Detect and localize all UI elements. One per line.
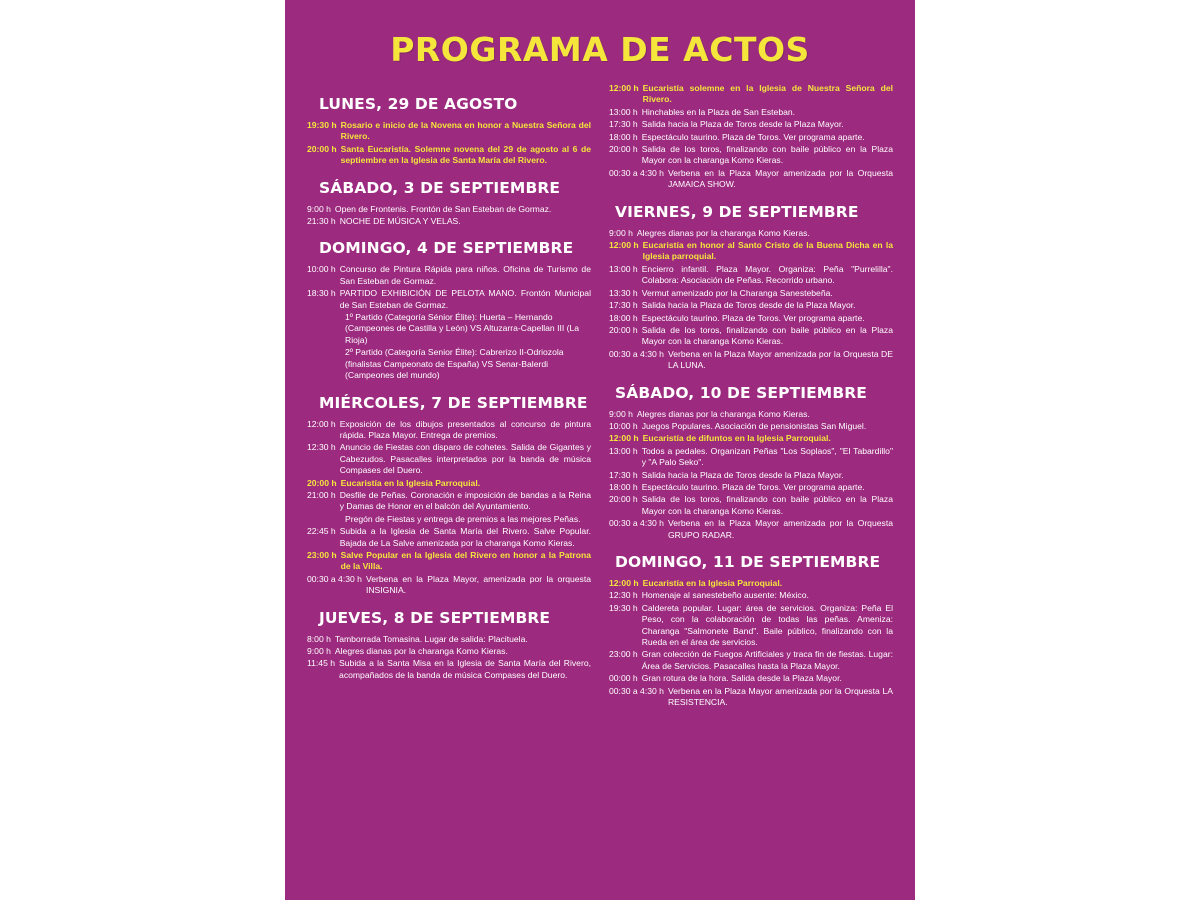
program-entry xyxy=(307,288,591,311)
program-entry xyxy=(609,300,893,311)
poster xyxy=(285,0,915,900)
program-entry xyxy=(609,409,893,420)
entry-time: 21:00 h xyxy=(307,489,336,500)
entry-description: Salida hacia la Plaza de Toros desde la Plaza Mayor. xyxy=(641,119,844,130)
program-entry xyxy=(307,204,591,215)
entry-time: 20:00 h xyxy=(307,477,337,488)
day-heading: LUNES, 29 DE AGOSTO xyxy=(319,95,518,113)
day-heading: DOMINGO, 11 DE SEPTIEMBRE xyxy=(615,553,881,571)
entry-description: Salida hacia la Plaza de Toros desde de la Plaza Mayor. xyxy=(641,300,856,311)
program-entry xyxy=(307,490,591,513)
entry-description: Tamborrada Tomasina. Lugar de salida: Placituela. xyxy=(334,633,528,644)
program-entry xyxy=(307,550,591,573)
program-entry xyxy=(609,482,893,493)
entry-description: Subida a la Santa Misa en la Iglesia de Santa María del Rivero, acompañados de la banda de música Compases del Duero. xyxy=(339,658,591,680)
entry-description: Espectáculo taurino. Plaza de Toros. Ver programa aparte. xyxy=(641,131,865,142)
entry-time: 13:00 h xyxy=(609,106,638,117)
entry-time: 9:00 h xyxy=(307,646,331,656)
entry-description: Hinchables en la Plaza de San Esteban. xyxy=(641,106,796,117)
program-entry xyxy=(307,442,591,476)
program-entry xyxy=(609,119,893,130)
entry-description: Gran colección de Fuegos Artificiales y traca fin de fiestas. Lugar: Área de Servicios. Pasacalles hasta la Plaza Mayor. xyxy=(641,649,893,671)
entry-description: Alegres dianas por la charanga Komo Kieras. xyxy=(636,227,810,238)
program-entry xyxy=(307,264,591,287)
entry-description: Eucaristía en la Iglesia Parroquial. xyxy=(340,477,481,488)
entry-time: 18:00 h xyxy=(609,312,638,323)
program-entry xyxy=(609,228,893,239)
entry-time: 17:30 h xyxy=(609,119,638,130)
entry-description: Verbena en la Plaza Mayor amenizada por la Orquesta LA RESISTENCIA. xyxy=(667,685,893,708)
entry-time: 20:00 h xyxy=(609,324,638,335)
entry-time: 13:00 h xyxy=(609,445,638,456)
entry-description: Verbena en la Plaza Mayor amenizada por la Orquesta DE LA LUNA. xyxy=(667,348,893,371)
program-entry xyxy=(609,649,893,672)
entry-description: Concurso de Pintura Rápida para niños. Oficina de Turismo de San Esteban de Gormaz. xyxy=(339,264,591,286)
program-entry xyxy=(307,574,591,597)
program-entry xyxy=(307,514,591,525)
entry-time: 00:00 h xyxy=(609,673,638,684)
day-entries xyxy=(307,204,591,228)
program-entry xyxy=(609,433,893,444)
entry-description: Santa Eucaristía. Solemne novena del 29 de agosto al 6 de septiembre en la Iglesia de Santa María del Rivero. xyxy=(340,143,591,166)
entry-time: 13:00 h xyxy=(609,263,638,274)
program-entry xyxy=(307,347,591,381)
program-entry xyxy=(609,494,893,517)
entry-description: Salve Popular en la Iglesia del Rivero en honor a la Patrona de la Villa. xyxy=(340,549,591,572)
entry-description: Salida de los toros, finalizando con baile público en la Plaza Mayor con la charanga Komo Kieras. xyxy=(641,324,893,347)
program-entry xyxy=(609,603,893,649)
entry-time: 12:00 h xyxy=(307,418,336,429)
day-heading: MIÉRCOLES, 7 DE SEPTIEMBRE xyxy=(319,393,588,412)
entry-time: 13:30 h xyxy=(609,287,638,298)
entry-time: 00:30 a 4:30 h xyxy=(609,167,664,178)
day-heading: SÁBADO, 3 DE SEPTIEMBRE xyxy=(319,178,561,197)
program-entry xyxy=(609,168,893,191)
program-entry xyxy=(609,349,893,372)
entry-time: 20:00 h xyxy=(307,143,337,154)
program-entry xyxy=(609,673,893,684)
entry-description: Caldereta popular. Lugar: área de servicios. Organiza: Peña El Peso, con la colaboración de todas las peñas. Ameniza: Charanga "Salmonete Band". Baile público, finalizando con la Rueda en el área de servicios. xyxy=(641,602,893,648)
entry-time: 12:00 h xyxy=(609,578,639,588)
left-column xyxy=(307,83,591,709)
entry-time: 12:30 h xyxy=(307,442,336,453)
entry-time: 20:00 h xyxy=(609,494,638,505)
entry-time: 00:30 a 4:30 h xyxy=(609,348,664,359)
day-heading: JUEVES, 8 DE SEPTIEMBRE xyxy=(319,608,551,627)
entry-description: Salida hacia la Plaza de Toros desde la Plaza Mayor. xyxy=(641,469,844,480)
program-entry xyxy=(609,240,893,263)
page-title: PROGRAMA DE ACTOS xyxy=(390,30,810,69)
entry-time: 23:00 h xyxy=(609,649,638,660)
entry-description: Subida a la Iglesia de Santa María del Rivero. Salve Popular. Bajada de La Salve amenizada por la charanga Komo Kieras. xyxy=(339,526,591,548)
program-entry xyxy=(307,658,591,681)
entry-description: Juegos Populares. Asociación de pensionistas San Miguel. xyxy=(641,420,867,431)
program-columns xyxy=(285,83,915,709)
right-column xyxy=(609,83,893,709)
entry-time: 00:30 a 4:30 h xyxy=(609,518,664,529)
entry-time: 9:00 h xyxy=(609,408,633,419)
entry-time: 18:00 h xyxy=(609,481,638,492)
day-entries xyxy=(609,228,893,372)
entry-time: 10:00 h xyxy=(609,420,638,431)
entry-time: 19:30 h xyxy=(609,602,638,613)
entry-time: 9:00 h xyxy=(609,227,633,238)
day-entries xyxy=(609,409,893,541)
entry-time: 12:00 h xyxy=(609,433,639,444)
entry-time: 12:00 h xyxy=(609,240,639,251)
entry-time: 22:45 h xyxy=(307,526,336,537)
program-entry xyxy=(609,686,893,709)
entry-time: 00:30 a 4:30 h xyxy=(307,573,362,584)
day-entries xyxy=(307,120,591,167)
entry-description: Verbena en la Plaza Mayor amenizada por la Orquesta JAMAICA SHOW. xyxy=(667,167,893,190)
day-entries xyxy=(307,419,591,597)
entry-time: 9:00 h xyxy=(307,203,331,214)
program-entry xyxy=(609,144,893,167)
program-entry xyxy=(609,578,893,589)
program-entry xyxy=(307,312,591,346)
program-entry xyxy=(307,634,591,645)
program-entry xyxy=(609,132,893,143)
entry-time: 12:30 h xyxy=(609,590,638,601)
entry-description: Open de Frontenis. Frontón de San Esteban de Gormaz. xyxy=(334,203,552,214)
program-entry xyxy=(609,264,893,287)
entry-description: Eucaristía en honor al Santo Cristo de la Buena Dicha en la Iglesia parroquial. xyxy=(642,240,893,262)
day-entries xyxy=(307,634,591,682)
entry-description: Verbena en la Plaza Mayor amenizada por la Orquesta GRUPO RADAR. xyxy=(667,518,893,540)
entry-description: Homenaje al sanestebeño ausente: México. xyxy=(641,590,809,601)
program-entry xyxy=(307,526,591,549)
entry-time: 21:30 h xyxy=(307,216,336,227)
entry-description: Rosario e inicio de la Novena en honor a Nuestra Señora del Rivero. xyxy=(340,120,591,142)
entry-description: NOCHE DE MÚSICA Y VELAS. xyxy=(339,216,461,227)
program-entry xyxy=(307,120,591,143)
entry-time: 00:30 a 4:30 h xyxy=(609,685,664,696)
program-entry xyxy=(307,144,591,167)
entry-description: 2º Partido (Categoría Senior Élite): Cabrerizo II-Odriozola (finalistas Campeonato de España) VS Senar-Balerdi (Campeones del mundo) xyxy=(345,347,564,381)
entry-time: 8:00 h xyxy=(307,633,331,644)
program-entry xyxy=(609,288,893,299)
entry-time: 23:00 h xyxy=(307,549,337,560)
entry-description: Alegres dianas por la charanga Komo Kieras. xyxy=(334,646,508,656)
entry-description: Alegres dianas por la charanga Komo Kieras. xyxy=(636,408,810,419)
entry-description: Anuncio de Fiestas con disparo de cohetes. Salida de Gigantes y Cabezudos. Pasacalles interpretados por la banda de música Compases del Duero. xyxy=(339,442,591,476)
entry-time: 10:00 h xyxy=(307,264,336,275)
entry-description: Vermut amenizado por la Charanga Sanestebeña. xyxy=(641,287,833,298)
program-entry xyxy=(609,421,893,432)
day-heading: DOMINGO, 4 DE SEPTIEMBRE xyxy=(319,239,574,258)
entry-description: Verbena en la Plaza Mayor, amenizada por la orquesta INSIGNIA. xyxy=(365,573,591,596)
entry-time: 19:30 h xyxy=(307,120,337,130)
day-entries xyxy=(609,578,893,708)
program-entry xyxy=(609,313,893,324)
entry-description: Eucaristía de difuntos en la Iglesia Parroquial. xyxy=(642,433,831,444)
entry-description: 1º Partido (Categoría Sénior Élite): Huerta – Hernando (Campeones de Castilla y León) VS Altuzarra-Capellan III (La Rioja) xyxy=(345,312,580,345)
entry-description: Todos a pedales. Organizan Peñas "Los Soplaos", "El Tabardillo" y "A Palo Seko". xyxy=(641,445,893,468)
entry-time: 17:30 h xyxy=(609,300,638,311)
entry-description: PARTIDO EXHIBICIÓN DE PELOTA MANO. Frontón Municipal de San Esteban de Gormaz. xyxy=(339,288,591,310)
entry-description: Pregón de Fiestas y entrega de premios a las mejores Peñas. xyxy=(345,513,581,524)
entry-time: 20:00 h xyxy=(609,144,638,155)
program-entry xyxy=(609,590,893,601)
day-entries xyxy=(307,264,591,381)
program-entry xyxy=(609,325,893,348)
entry-description: Encierro infantil. Plaza Mayor. Organiza: Peña "Purrelilla". Colabora: Asociación de Peñas. Recorrido urbano. xyxy=(641,263,893,286)
entry-description: Salida de los toros, finalizando con baile público en la Plaza Mayor con la charanga Komo Kieras. xyxy=(641,494,893,516)
entry-description: Desfile de Peñas. Coronación e imposición de bandas a la Reina y Damas de Honor en el balcón del Ayuntamiento. xyxy=(339,489,591,512)
entry-description: Espectáculo taurino. Plaza de Toros. Ver programa aparte. xyxy=(641,312,865,323)
day-entries xyxy=(609,83,893,191)
program-entry xyxy=(609,83,893,106)
day-heading: VIERNES, 9 DE SEPTIEMBRE xyxy=(615,202,859,221)
program-entry xyxy=(609,107,893,118)
entry-time: 11:45 h xyxy=(307,658,336,669)
program-entry xyxy=(609,446,893,469)
entry-time: 18:30 h xyxy=(307,288,336,299)
entry-description: Espectáculo taurino. Plaza de Toros. Ver programa aparte. xyxy=(641,481,865,492)
entry-time: 17:30 h xyxy=(609,469,638,480)
program-entry xyxy=(609,470,893,481)
entry-time: 18:00 h xyxy=(609,131,638,142)
entry-description: Salida de los toros, finalizando con baile público en la Plaza Mayor con la charanga Komo Kieras. xyxy=(641,144,893,166)
program-entry xyxy=(609,518,893,541)
program-entry xyxy=(307,478,591,489)
entry-description: Gran rotura de la hora. Salida desde la Plaza Mayor. xyxy=(641,673,842,684)
entry-description: Exposición de los dibujos presentados al concurso de pintura rápida. Plaza Mayor. Entrega de premios. xyxy=(339,418,591,440)
program-entry xyxy=(307,646,591,657)
day-heading: SÁBADO, 10 DE SEPTIEMBRE xyxy=(615,383,867,402)
entry-time: 12:00 h xyxy=(609,83,639,93)
program-entry xyxy=(307,419,591,442)
entry-description: Eucaristía en la Iglesia Parroquial. xyxy=(642,578,783,588)
program-entry xyxy=(307,216,591,227)
entry-description: Eucaristía solemne en la Iglesia de Nuestra Señora del Rivero. xyxy=(642,83,893,105)
